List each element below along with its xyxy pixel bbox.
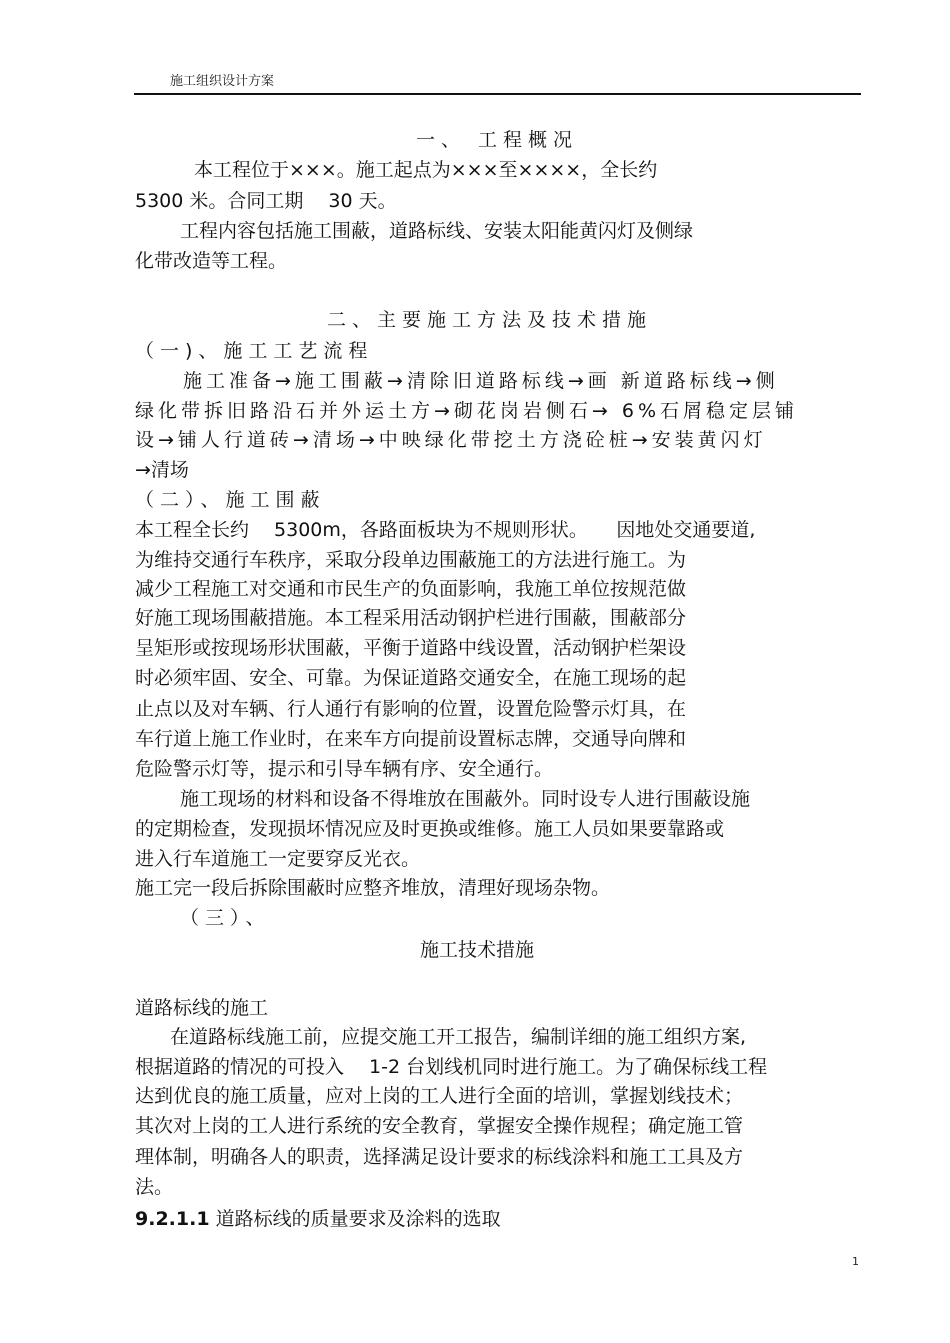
paragraph-line: 施工准备→施工围蔽→清除旧道路标线→画 新道路标线→侧	[183, 370, 779, 392]
paragraph-line: 为维持交通行车秩序，采取分段单边围蔽施工的方法进行施工。为	[135, 549, 687, 571]
header-rule	[134, 93, 861, 95]
subsection-heading-3: （三）、	[180, 907, 271, 929]
paragraph-line: 本工程位于×××。施工起点为×××至××××，全长约	[194, 159, 658, 181]
paragraph-line: 绿化带拆旧路沿石并外运土方→砌花岗岩侧石→ 6%石屑稳定层铺	[135, 400, 799, 422]
page-header-title: 施工组织设计方案	[170, 74, 275, 89]
paragraph-line: 进入行车道施工一定要穿反光衣。	[135, 848, 421, 870]
paragraph-line: 本工程全长约 5300m，各路面板块为不规则形状。 因地处交通要道,	[135, 519, 756, 541]
paragraph-line: 其次对上岗的工人进行系统的安全教育，掌握安全操作规程；确定施工管	[135, 1115, 744, 1137]
paragraph-line: 根据道路的情况的可投入 1-2 台划线机同时进行施工。为了确保标线工程	[135, 1056, 768, 1078]
subsection-heading-2: （二）、施工围蔽	[135, 489, 326, 511]
subsection-heading-1: （一)、施工工艺流程	[135, 340, 374, 362]
heading-text: 道路标线的质量要求及涂料的选取	[209, 1208, 501, 1230]
paragraph-line: 法。	[135, 1176, 174, 1198]
paragraph-line: 的定期检查，发现损坏情况应及时更换或维修。施工人员如果要靠路或	[135, 818, 725, 840]
paragraph-line: 工程内容包括施工围蔽，道路标线、安装太阳能黄闪灯及侧绿	[180, 220, 694, 242]
paragraph-line: 危险警示灯等，提示和引导车辆有序、安全通行。	[135, 758, 554, 780]
paragraph-line: 5300 米。合同工期 30 天。	[135, 190, 397, 212]
paragraph-line: 施工现场的材料和设备不得堆放在围蔽外。同时设专人进行围蔽设施	[180, 788, 751, 810]
paragraph-line: 好施工现场围蔽措施。本工程采用活动钢护栏进行围蔽，围蔽部分	[135, 607, 687, 629]
section-heading-2: 二、主要施工方法及技术措施	[327, 309, 653, 331]
page-number: 1	[852, 1255, 859, 1268]
subsection-title: 施工技术措施	[420, 939, 535, 961]
paragraph-line: 达到优良的施工质量，应对上岗的工人进行全面的培训，掌握划线技术；	[135, 1085, 744, 1107]
numbered-heading	[135, 1207, 501, 1231]
section-heading-1: 一、 工程概况	[416, 129, 579, 151]
paragraph-line: 减少工程施工对交通和市民生产的负面影响，我施工单位按规范做	[135, 578, 687, 600]
heading-number: 9.2.1.1	[135, 1208, 210, 1230]
paragraph-line: 设→铺人行道砖→清场→中映绿化带挖土方浇砼桩→安装黄闪灯	[135, 429, 767, 451]
paragraph-line: 呈矩形或按现场形状围蔽，平衡于道路中线设置，活动钢护栏架设	[135, 637, 687, 659]
paragraph-line: 化带改造等工程。	[135, 250, 288, 272]
paragraph-line: →清场	[135, 459, 189, 481]
topic-heading: 道路标线的施工	[135, 997, 269, 1019]
paragraph-line: 车行道上施工作业时，在来车方向提前设置标志牌，交通导向牌和	[135, 728, 687, 750]
paragraph-line: 施工完一段后拆除围蔽时应整齐堆放，清理好现场杂物。	[135, 877, 611, 899]
paragraph-line: 时必须牢固、安全、可靠。为保证道路交通安全，在施工现场的起	[135, 667, 687, 689]
paragraph-line: 理体制，明确各人的职责，选择满足设计要求的标线涂料和施工工具及方	[135, 1146, 744, 1168]
paragraph-line: 在道路标线施工前，应提交施工开工报告，编制详细的施工组织方案,	[170, 1026, 747, 1048]
paragraph-line: 止点以及对车辆、行人通行有影响的位置，设置危险警示灯具，在	[135, 698, 687, 720]
